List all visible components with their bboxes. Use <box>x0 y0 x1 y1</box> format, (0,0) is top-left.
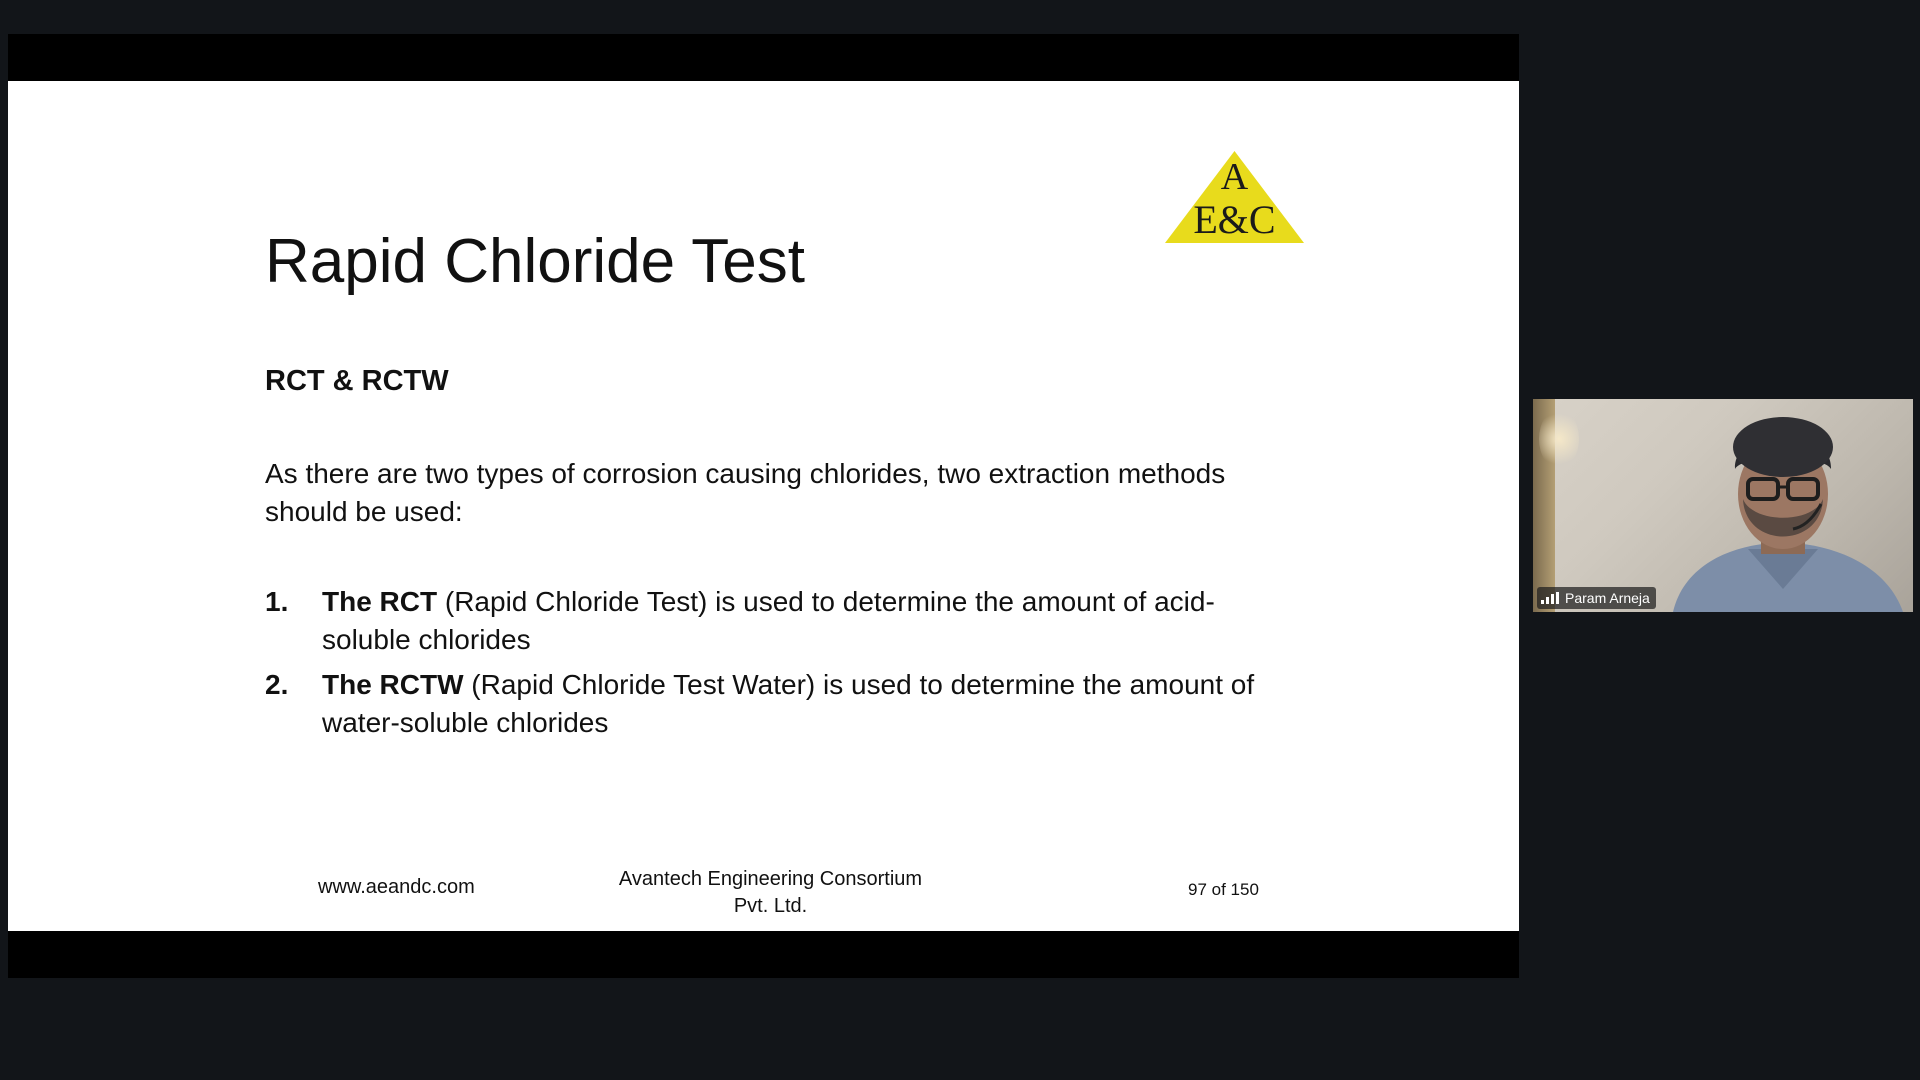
company-logo <box>1163 149 1306 245</box>
intro-paragraph: As there are two types of corrosion causing chlorides, two extraction methods should be used: <box>265 458 1226 527</box>
participant-video-feed <box>1653 399 1913 612</box>
list-item <box>265 666 1275 742</box>
signal-bars-icon <box>1541 592 1559 604</box>
slide-subtitle: RCT & RCTW <box>265 365 449 397</box>
presentation-slide <box>8 81 1519 931</box>
participant-name-label <box>1537 587 1656 609</box>
footer-url: www.aeandc.com <box>318 876 475 898</box>
lamp-glow <box>1539 409 1579 469</box>
list-item-bold: The RCTW <box>322 669 464 700</box>
participant-name: Param Arneja <box>1565 590 1650 606</box>
list-item-bold: The RCT <box>322 586 438 617</box>
numbered-list <box>265 583 1275 749</box>
footer-company <box>578 866 963 920</box>
logo-text-line2: E&C <box>1193 197 1276 242</box>
slide-title: Rapid Chloride Test <box>265 227 805 296</box>
slide-page-number: 97 of 150 <box>1188 880 1259 899</box>
footer-company-line2: Pvt. Ltd. <box>733 895 808 917</box>
list-item-number: 1. <box>265 586 289 617</box>
list-item-text: (Rapid Chloride Test) is used to determine the amount of acid-soluble chlorides <box>322 586 1215 655</box>
footer-company-line1: Avantech Engineering Consortium <box>618 868 923 890</box>
participant-video-tile[interactable] <box>1533 399 1913 612</box>
screen-share-area <box>8 34 1519 978</box>
list-item-number: 2. <box>265 669 289 700</box>
list-item <box>265 583 1275 659</box>
logo-text-line1: A <box>1220 156 1249 198</box>
list-item-text: (Rapid Chloride Test Water) is used to determine the amount of water-soluble chlorides <box>322 669 1255 738</box>
